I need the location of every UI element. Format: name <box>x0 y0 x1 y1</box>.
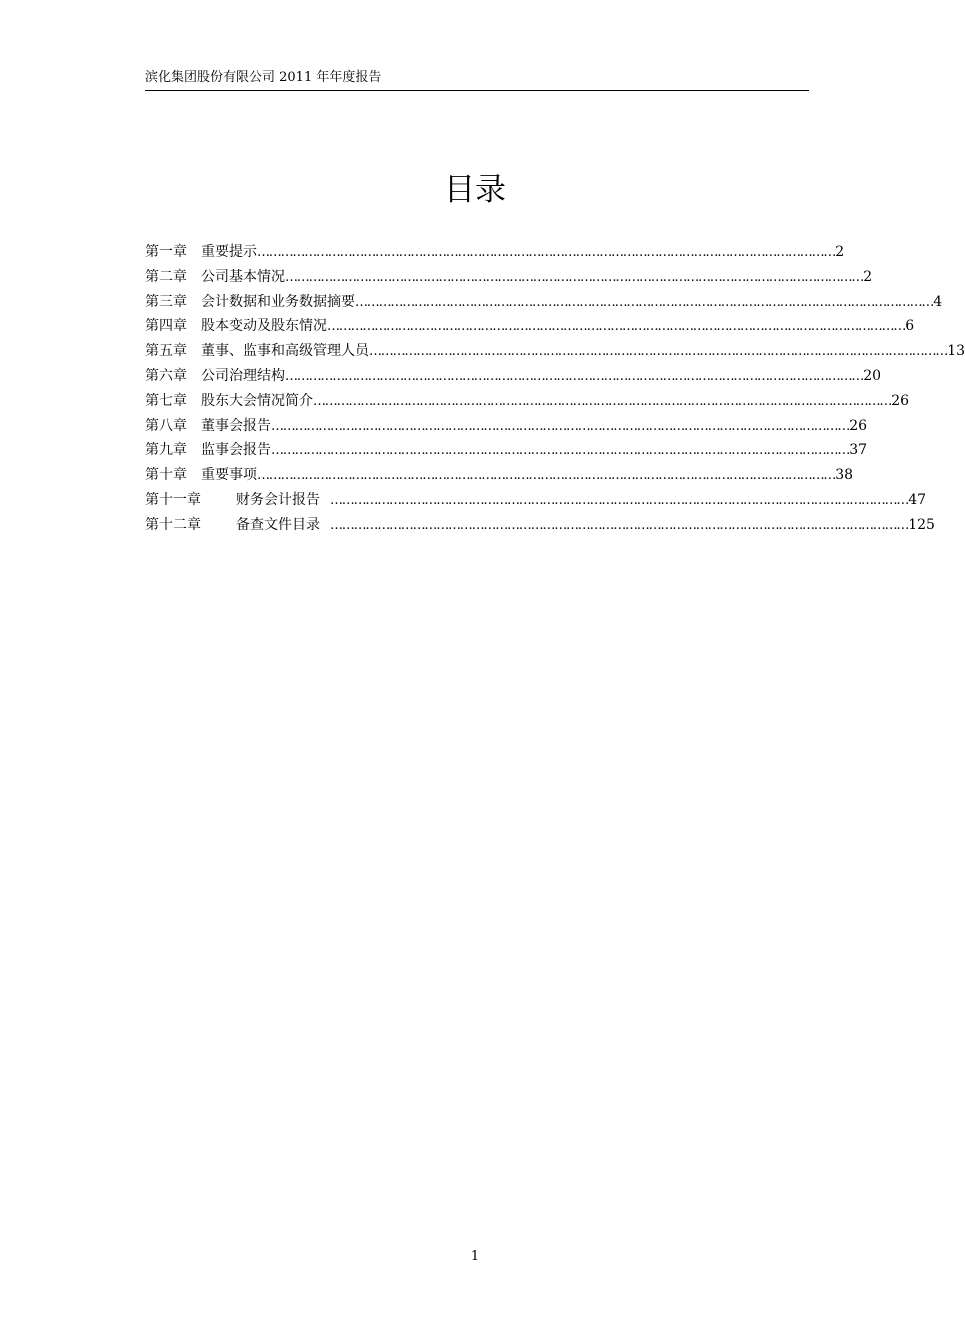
toc-chapter: 第九章 <box>145 442 187 459</box>
toc-entry[interactable] <box>145 414 868 439</box>
toc-title: 股东大会情况简介 <box>201 392 313 409</box>
page-number: 1 <box>470 1249 480 1264</box>
toc-entry[interactable] <box>145 513 935 538</box>
toc-entry[interactable] <box>145 364 882 389</box>
header-text: 滨化集团股份有限公司 2011 年年度报告 <box>145 70 382 85</box>
toc-page-number: 26 <box>849 417 868 434</box>
toc-chapter: 第八章 <box>145 417 187 434</box>
toc-leader: ………………………………………………………………………………………………………………………………… <box>313 393 892 409</box>
toc-title: 备查文件目录 <box>236 516 320 533</box>
toc-chapter: 第十一章 <box>145 491 201 508</box>
toc-title: 公司治理结构 <box>201 367 285 384</box>
toc-leader: ………………………………………………………………………………………………………………………………… <box>355 294 934 310</box>
toc-chapter: 第六章 <box>145 367 187 384</box>
toc-leader: ………………………………………………………………………………………………………………………………… <box>285 269 864 285</box>
toc-entry[interactable] <box>145 438 868 463</box>
toc-entry[interactable] <box>145 240 845 265</box>
toc-leader: ………………………………………………………………………………………………………………………………… <box>369 344 948 360</box>
toc-title: 会计数据和业务数据摘要 <box>201 293 355 310</box>
toc-page-number: 13 <box>947 343 965 360</box>
toc-chapter: 第十章 <box>145 467 187 484</box>
toc-chapter: 第七章 <box>145 392 187 409</box>
toc-chapter: 第十二章 <box>145 516 201 533</box>
table-of-contents <box>145 240 965 538</box>
toc-chapter: 第三章 <box>145 293 187 310</box>
toc-page-number: 2 <box>835 244 845 260</box>
toc-chapter: 第四章 <box>145 318 187 335</box>
toc-page-number: 4 <box>933 293 943 310</box>
toc-leader: ………………………………………………………………………………………………………………………………… <box>257 245 836 260</box>
toc-page-number: 26 <box>891 392 910 409</box>
toc-chapter: 第五章 <box>145 343 187 360</box>
toc-entry[interactable] <box>145 339 965 364</box>
toc-leader: ………………………………………………………………………………………………………………………………… <box>257 468 836 484</box>
toc-title: 董事会报告 <box>201 417 271 434</box>
toc-leader: ………………………………………………………………………………………………………………………………… <box>330 517 909 533</box>
toc-page-number: 38 <box>835 467 854 484</box>
toc-chapter: 第二章 <box>145 268 187 285</box>
toc-leader: ………………………………………………………………………………………………………………………………… <box>271 443 850 459</box>
toc-page-number: 47 <box>908 491 927 508</box>
toc-title: 监事会报告 <box>201 442 271 459</box>
toc-page-number: 2 <box>863 268 873 285</box>
page-title: 目录 <box>444 172 506 208</box>
toc-leader: ………………………………………………………………………………………………………………………………… <box>330 492 909 508</box>
page-header <box>145 70 809 91</box>
toc-entry[interactable] <box>145 265 873 290</box>
toc-chapter: 第一章 <box>145 244 187 260</box>
toc-title: 董事、监事和高级管理人员 <box>201 343 369 360</box>
toc-page-number: 125 <box>908 516 935 533</box>
toc-page-number: 6 <box>905 318 915 335</box>
toc-entry[interactable] <box>145 290 943 315</box>
toc-leader: ………………………………………………………………………………………………………………………………… <box>327 319 906 335</box>
toc-page-number: 37 <box>849 442 868 459</box>
toc-leader: ………………………………………………………………………………………………………………………………… <box>285 368 864 384</box>
toc-entry[interactable] <box>145 389 910 414</box>
toc-entry[interactable] <box>145 463 854 488</box>
toc-entry[interactable] <box>145 488 927 513</box>
toc-title: 财务会计报告 <box>236 491 320 508</box>
toc-page-number: 20 <box>863 367 882 384</box>
toc-entry[interactable] <box>145 314 915 339</box>
toc-title: 重要提示 <box>201 244 257 260</box>
toc-title: 股本变动及股东情况 <box>201 318 327 335</box>
toc-title: 公司基本情况 <box>201 268 285 285</box>
toc-leader: ………………………………………………………………………………………………………………………………… <box>271 418 850 434</box>
toc-title: 重要事项 <box>201 467 257 484</box>
